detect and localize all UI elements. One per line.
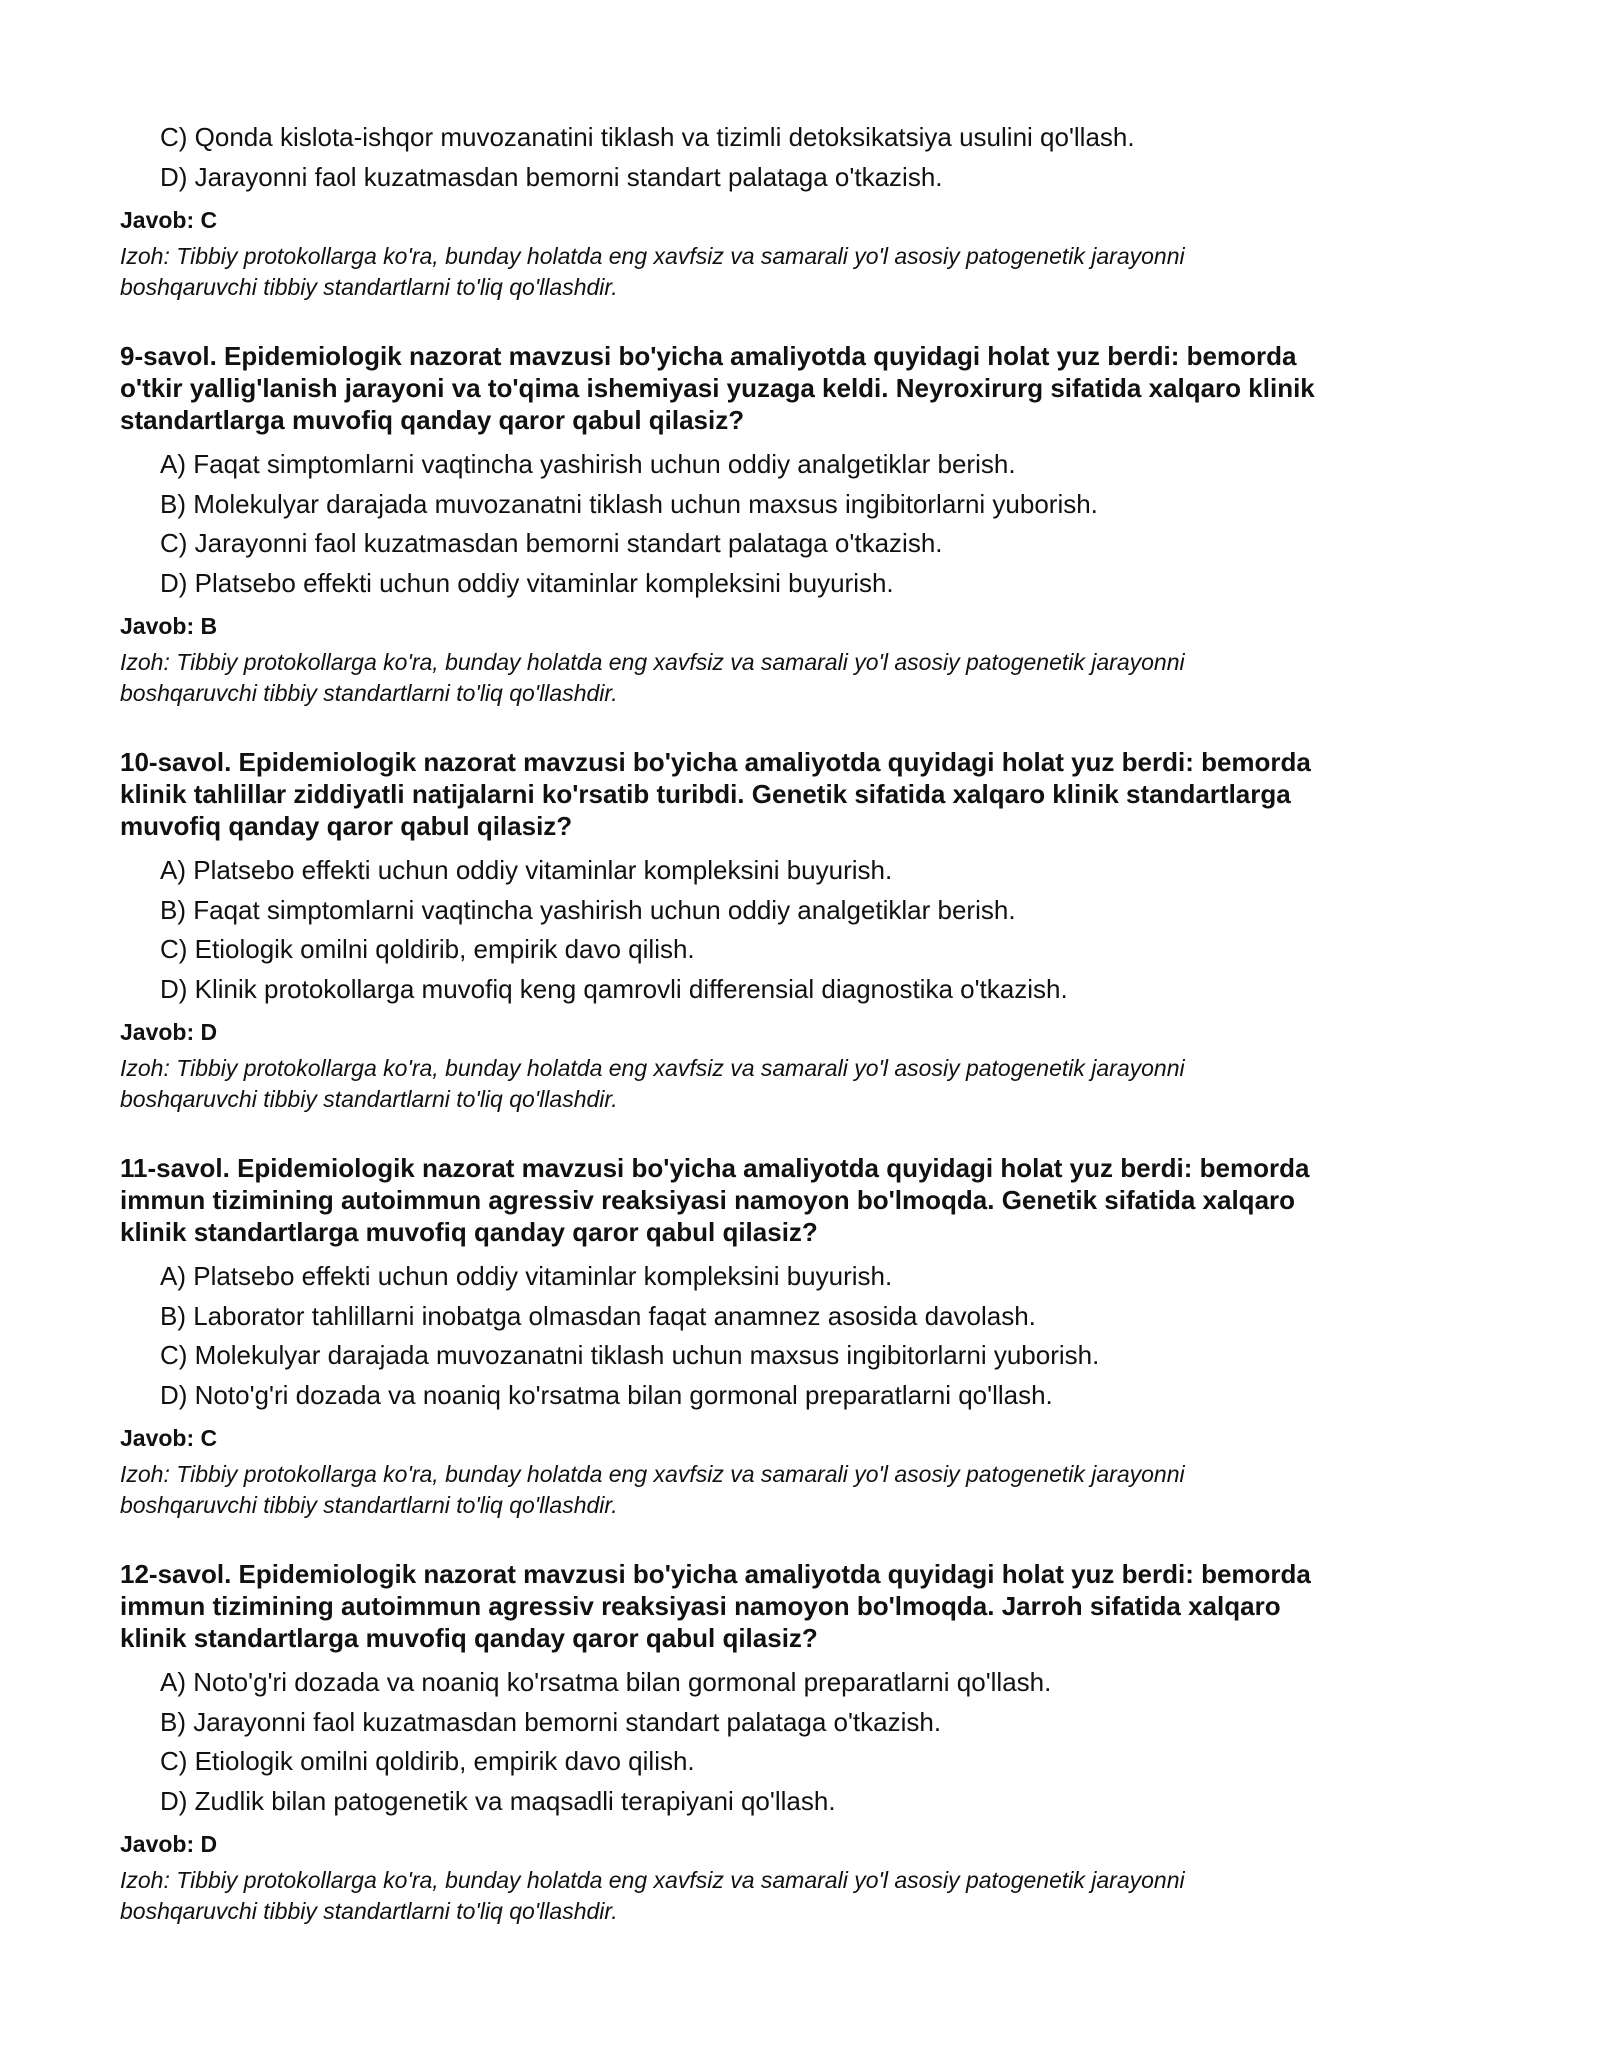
answer-option: D) Platsebo effekti uchun oddiy vitaminlar kompleksini buyurish. xyxy=(160,567,894,598)
question-title-line: klinik standartlarga muvofiq qanday qaror qabul qilasiz? xyxy=(120,1217,818,1247)
answer-option: C) Etiologik omilni qoldirib, empirik davo qilish. xyxy=(160,1746,695,1776)
answer-option: B) Jarayonni faol kuzatmasdan bemorni standart palataga o'tkazish. xyxy=(160,1706,942,1737)
answer-option: B) Molekulyar darajada muvozanatni tiklash uchun maxsus ingibitorlarni yuborish. xyxy=(160,488,1098,519)
question-title-line: standartlarga muvofiq qanday qaror qabul qilasiz? xyxy=(120,405,745,435)
answer-option: C) Jarayonni faol kuzatmasdan bemorni standart palataga o'tkazish. xyxy=(160,528,943,558)
explanation-note xyxy=(120,647,1480,709)
explanation-line: boshqaruvchi tibbiy standartlarni to'liq qo'llashdir. xyxy=(120,1086,618,1112)
explanation-line: boshqaruvchi tibbiy standartlarni to'liq qo'llashdir. xyxy=(120,680,618,706)
question-title-line: 9-savol. Epidemiologik nazorat mavzusi bo'yicha amaliyotda quyidagi holat yuz berdi: bemorda xyxy=(120,341,1297,371)
question-title-line: o'tkir yallig'lanish jarayoni va to'qima ishemiyasi yuzaga keldi. Neyroxirurg sifatida xalqaro klinik xyxy=(120,373,1315,403)
explanation-line: Izoh: Tibbiy protokollarga ko'ra, bunday holatda eng xavfsiz va samarali yo'l asosiy patogenetik jarayonni xyxy=(120,649,1185,675)
question-10 xyxy=(120,746,1480,1115)
document-page xyxy=(120,118,1480,1927)
explanation-line: Izoh: Tibbiy protokollarga ko'ra, bunday holatda eng xavfsiz va samarali yo'l asosiy patogenetik jarayonni xyxy=(120,1055,1185,1081)
answer-option: D) Jarayonni faol kuzatmasdan bemorni standart palataga o'tkazish. xyxy=(160,161,943,192)
correct-answer: Javob: D xyxy=(120,1831,218,1857)
explanation-note xyxy=(120,1865,1480,1927)
explanation-line: Izoh: Tibbiy protokollarga ko'ra, bunday holatda eng xavfsiz va samarali yo'l asosiy patogenetik jarayonni xyxy=(120,1867,1185,1893)
question-title xyxy=(120,1152,1480,1248)
answer-option: A) Faqat simptomlarni vaqtincha yashirish uchun oddiy analgetiklar berish. xyxy=(160,449,1016,479)
question-title-line: immun tizimining autoimmun agressiv reaksiyasi namoyon bo'lmoqda. Genetik sifatida xalqaro xyxy=(120,1185,1296,1215)
answer-option: D) Zudlik bilan patogenetik va maqsadli terapiyani qo'llash. xyxy=(160,1785,836,1816)
answer-option: D) Noto'g'ri dozada va noaniq ko'rsatma bilan gormonal preparatlarni qo'llash. xyxy=(160,1379,1053,1410)
answer-option: A) Platsebo effekti uchun oddiy vitaminlar kompleksini buyurish. xyxy=(160,1261,893,1291)
answer-option: A) Noto'g'ri dozada va noaniq ko'rsatma bilan gormonal preparatlarni qo'llash. xyxy=(160,1667,1052,1697)
answer-option: A) Platsebo effekti uchun oddiy vitaminlar kompleksini buyurish. xyxy=(160,855,893,885)
question-title xyxy=(120,340,1480,436)
answer-option: C) Molekulyar darajada muvozanatni tiklash uchun maxsus ingibitorlarni yuborish. xyxy=(160,1340,1100,1370)
answer-option: B) Faqat simptomlarni vaqtincha yashirish uchun oddiy analgetiklar berish. xyxy=(160,894,1016,925)
answer-option: D) Klinik protokollarga muvofiq keng qamrovli differensial diagnostika o'tkazish. xyxy=(160,973,1068,1004)
correct-answer: Javob: B xyxy=(120,613,218,639)
explanation-line: boshqaruvchi tibbiy standartlarni to'liq qo'llashdir. xyxy=(120,1492,618,1518)
explanation-line: Izoh: Tibbiy protokollarga ko'ra, bunday holatda eng xavfsiz va samarali yo'l asosiy patogenetik jarayonni xyxy=(120,243,1185,269)
answer-option: C) Etiologik omilni qoldirib, empirik davo qilish. xyxy=(160,934,695,964)
correct-answer: Javob: C xyxy=(120,1425,218,1451)
question-9 xyxy=(120,340,1480,709)
explanation-note xyxy=(120,1053,1480,1115)
question-title xyxy=(120,746,1480,842)
question-title-line: 11-savol. Epidemiologik nazorat mavzusi bo'yicha amaliyotda quyidagi holat yuz berdi: bemorda xyxy=(120,1153,1310,1183)
question-title-line: muvofiq qanday qaror qabul qilasiz? xyxy=(120,811,573,841)
answer-option: B) Laborator tahlillarni inobatga olmasdan faqat anamnez asosida davolash. xyxy=(160,1300,1036,1331)
question-title-line: klinik tahlillar ziddiyatli natijalarni ko'rsatib turibdi. Genetik sifatida xalqaro klinik standartlarga xyxy=(120,779,1291,809)
question-8-continuation xyxy=(120,118,1480,303)
explanation-note xyxy=(120,241,1480,303)
correct-answer: Javob: D xyxy=(120,1019,218,1045)
question-title-line: 12-savol. Epidemiologik nazorat mavzusi bo'yicha amaliyotda quyidagi holat yuz berdi: bemorda xyxy=(120,1559,1311,1589)
explanation-line: boshqaruvchi tibbiy standartlarni to'liq qo'llashdir. xyxy=(120,274,618,300)
question-12 xyxy=(120,1558,1480,1927)
answer-option: C) Qonda kislota-ishqor muvozanatini tiklash va tizimli detoksikatsiya usulini qo'llash. xyxy=(160,122,1135,152)
correct-answer: Javob: C xyxy=(120,207,218,233)
question-title xyxy=(120,1558,1480,1654)
explanation-line: Izoh: Tibbiy protokollarga ko'ra, bunday holatda eng xavfsiz va samarali yo'l asosiy patogenetik jarayonni xyxy=(120,1461,1185,1487)
explanation-note xyxy=(120,1459,1480,1521)
explanation-line: boshqaruvchi tibbiy standartlarni to'liq qo'llashdir. xyxy=(120,1898,618,1924)
question-title-line: 10-savol. Epidemiologik nazorat mavzusi bo'yicha amaliyotda quyidagi holat yuz berdi: bemorda xyxy=(120,747,1311,777)
question-title-line: immun tizimining autoimmun agressiv reaksiyasi namoyon bo'lmoqda. Jarroh sifatida xalqaro xyxy=(120,1591,1281,1621)
question-title-line: klinik standartlarga muvofiq qanday qaror qabul qilasiz? xyxy=(120,1623,818,1653)
question-11 xyxy=(120,1152,1480,1521)
